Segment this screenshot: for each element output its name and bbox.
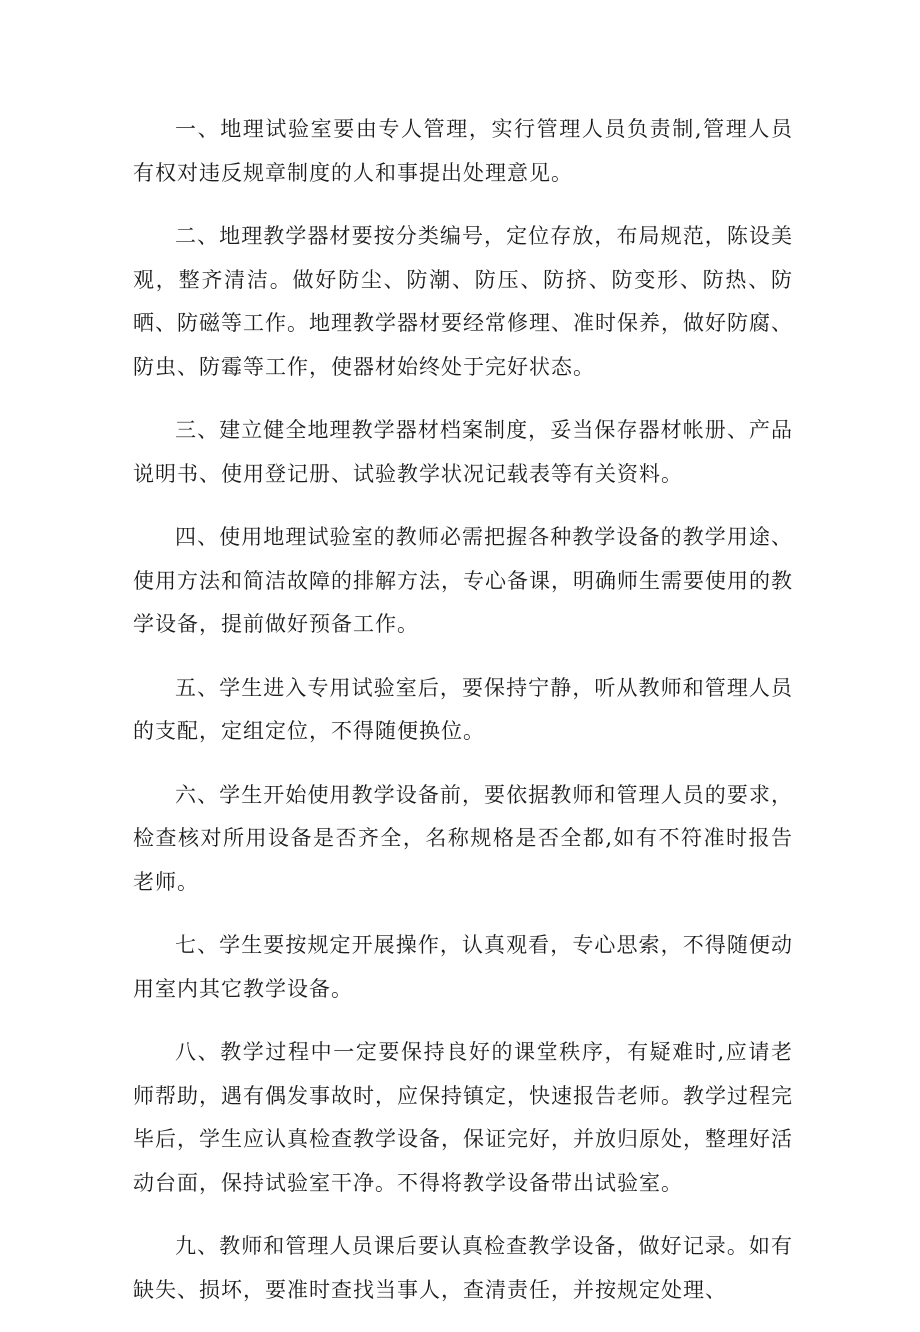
rule-paragraph-3: 三、建立健全地理教学器材档案制度，妥当保存器材帐册、产品说明书、使用登记册、试验教学状况记载表等有关资料。 xyxy=(133,418,793,486)
rule-paragraph-7: 七、学生要按规定开展操作，认真观看，专心思索，不得随便动用室内其它教学设备。 xyxy=(133,933,793,1001)
rule-paragraph-2: 二、地理教学器材要按分类编号，定位存放，布局规范，陈设美观，整齐清洁。做好防尘、防潮、防压、防挤、防变形、防热、防晒、防磁等工作。地理教学器材要经常修理、准时保养，做好防腐、防虫、防霉等工作，使器材始终处于完好状态。 xyxy=(133,224,793,379)
rule-paragraph-8: 八、教学过程中一定要保持良好的课堂秩序，有疑难时,应请老师帮助，遇有偶发事故时，应保持镇定，快速报告老师。教学过程完毕后，学生应认真检查教学设备，保证完好，并放归原处，整理好活动台面，保持试验室干净。不得将教学设备带出试验室。 xyxy=(133,1040,793,1195)
rule-paragraph-4: 四、使用地理试验室的教师必需把握各种教学设备的教学用途、使用方法和简洁故障的排解方法，专心备课，明确师生需要使用的教学设备，提前做好预备工作。 xyxy=(133,525,793,636)
rule-paragraph-5: 五、学生进入专用试验室后，要保持宁静，听从教师和管理人员的支配，定组定位，不得随便换位。 xyxy=(133,675,793,743)
rule-paragraph-6: 六、学生开始使用教学设备前，要依据教师和管理人员的要求，检查核对所用设备是否齐全，名称规格是否全都,如有不符准时报告老师。 xyxy=(133,782,793,894)
document-body xyxy=(133,108,793,1332)
rule-paragraph-1: 一、地理试验室要由专人管理，实行管理人员负责制,管理人员有权对违反规章制度的人和事提出处理意见。 xyxy=(133,117,793,185)
rule-paragraph-9: 九、教师和管理人员课后要认真检查教学设备，做好记录。如有缺失、损坏，要准时查找当事人，查清责任，并按规定处理、 xyxy=(133,1234,793,1302)
